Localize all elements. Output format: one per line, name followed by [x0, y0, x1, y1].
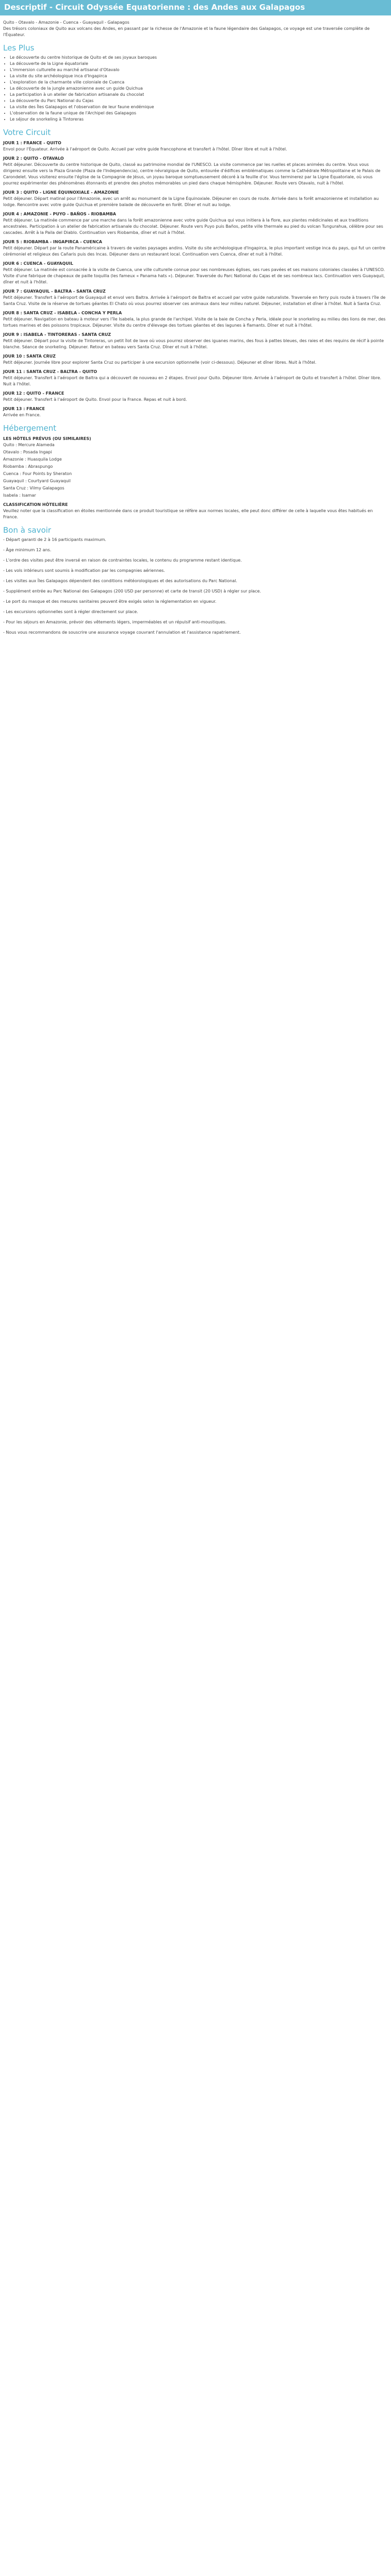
hotels-subheading: LES HÔTELS PRÉVUS (OU SIMILAIRES): [3, 436, 91, 441]
hotel-line: Santa Cruz : Vilmy Galapagos: [3, 486, 64, 490]
intro: [3, 20, 388, 38]
bon-a-savoir-heading: Bon à savoir: [3, 526, 52, 535]
classification-text: Veuillez noter que la classification en étoiles mentionnée dans ce produit touristique se réfère aux normes locales, elle peut donc différer de celle à laquelle vous êtes habitués en France.: [3, 509, 373, 519]
day-block: [3, 211, 388, 236]
note-item: - Les visites aux Îles Galapagos dépendent des conditions météorologiques et des autorisations du Parc National.: [3, 579, 237, 583]
day-text: Petit déjeuner. Transfert à l'aéroport de Quito. Envol pour la France. Repas et nuit à bord.: [3, 397, 187, 402]
plus-item: • La découverte de la Ligne équatoriale: [10, 61, 388, 67]
note-item: - Les vols intérieurs sont soumis à modification par les compagnies aériennes.: [3, 568, 165, 573]
day-text: Petit déjeuner. Navigation en bateau à moteur vers l'île Isabela, la plus grande de l'archipel. Visite de la baie de Concha y Perla, idéale pour le snorkeling au milieu des lions de mer, des tortues marines et des poissons tropicaux. Déjeuner. Visite du centre d'élevage des tortues géantes et des lagunes à flamants. Dîner et nuit à l'hôtel.: [3, 317, 386, 328]
day-text: Petit déjeuner. Découverte du centre historique de Quito, classé au patrimoine mondial de l'UNESCO. La visite commence par les ruelles et places animées du centre. Vous vous dirigerez ensuite vers la Plaza Grande (Plaza de l'Independencia), centre névralgique de Quito, entourée d'édifices emblématiques comme la Cathédrale Métropolitaine et le Palais de Carondelet. Vous visiterez ensuite l'église de la Compagnie de Jésus, un joyau baroque somptueusement décoré à la feuille d'or. Vous terminerez par la Ligne Équatoriale, où vous pourrez expérimenter des phénomènes étonnants et prendre des photos mémorables un pied dans chaque hémisphère. Déjeuner. Route vers Otavalo, nuit à l'hôtel.: [3, 162, 381, 185]
day-block: [3, 156, 388, 187]
hotel-line: Quito : Mercure Alameda: [3, 443, 55, 447]
day-title: JOUR 10 : SANTA CRUZ: [3, 354, 56, 359]
day-text: Petit déjeuner. La matinée est consacrée à la visite de Cuenca, une ville culturelle connue pour ses nombreuses églises, ses rues pavées et ses maisons coloniales classées à l'UNESCO. Visite d'une fabrique de chapeaux de paille toquilla (les fameux « Panama hats »). Déjeuner. Traversée du Parc National du Cajas et de ses nombreux lacs. Continuation vers Guayaquil, dîner et nuit à l'hôtel.: [3, 267, 385, 284]
day-title: JOUR 12 : QUITO - FRANCE: [3, 391, 64, 396]
day-title: JOUR 11 : SANTA CRUZ - BALTRA - QUITO: [3, 369, 97, 374]
plus-item: • La participation à un atelier de fabrication artisanale du chocolat: [10, 92, 388, 98]
day-block: [3, 190, 388, 208]
day-block: [3, 391, 388, 403]
plus-item: • La découverte du Parc National du Cajas: [10, 98, 388, 104]
day-text: Petit déjeuner. Journée libre pour explorer Santa Cruz ou participer à une excursion optionnelle (voir ci-dessous). Déjeuner et dîner libres. Nuit à l'hôtel.: [3, 360, 317, 365]
day-text: Petit déjeuner. Départ matinal pour l'Amazonie, avec un arrêt au monument de la Ligne Équinoxiale. Déjeuner en cours de route. Arrivée dans la forêt amazonienne et installation au lodge. Rencontre avec votre guide Quichua et première balade de découverte en forêt. Dîner et nuit au lodge.: [3, 196, 379, 207]
page: [0, 0, 391, 650]
day-text: Petit déjeuner. Départ pour la visite de Tintoreras, un petit îlot de lave où vous pourrez observer des iguanes marins, des fous à pattes bleues, des raies et des requins de récif à pointe blanche. Séance de snorkeling. Déjeuner. Retour en bateau vers Santa Cruz. Dîner et nuit à l'hôtel.: [3, 338, 384, 349]
day-block: [3, 261, 388, 285]
day-title: JOUR 9 : ISABELA - TINTORERAS - SANTA CRUZ: [3, 332, 111, 337]
note-item: - Âge minimum 12 ans.: [3, 548, 52, 552]
hotel-line: Isabela : Isamar: [3, 493, 36, 498]
note-item: - Nous vous recommandons de souscrire une assurance voyage couvrant l'annulation et l'assistance rapatriement.: [3, 630, 241, 635]
circuit-heading: Votre Circuit: [3, 128, 51, 137]
day-text: Petit déjeuner. Départ par la route Panaméricaine à travers de vastes paysages andins. Visite du site archéologique d'Ingapirca, le plus important vestige inca du pays, qui fut un centre cérémoniel et religieux des Cañaris puis des Incas. Déjeuner dans un restaurant local. Continuation vers Cuenca, dîner et nuit à l'hôtel.: [3, 246, 385, 257]
header-band: [0, 0, 391, 15]
content: [0, 15, 391, 636]
note-item: - Pour les séjours en Amazonie, prévoir des vêtements légers, imperméables et un répulsif anti-moustiques.: [3, 620, 226, 624]
day-block: [3, 406, 388, 418]
day-block: [3, 140, 388, 152]
plus-item: • La visite des Îles Galapagos et l'observation de leur faune endémique: [10, 104, 388, 110]
note-item: - Départ garanti de 2 à 16 participants maximum.: [3, 537, 106, 542]
day-title: JOUR 8 : SANTA CRUZ - ISABELA - CONCHA Y PERLA: [3, 311, 122, 315]
day-title: JOUR 3 : QUITO - LIGNE ÉQUINOXIALE - AMAZONIE: [3, 190, 119, 195]
day-block: [3, 310, 388, 329]
hotel-line: Cuenca : Four Points by Sheraton: [3, 471, 72, 476]
hotel-line: Otavalo : Posada Ingapi: [3, 450, 52, 454]
day-text: Envol pour l'Équateur. Arrivée à l'aéroport de Quito. Accueil par votre guide francophone et transfert à l'hôtel. Dîner libre et nuit à l'hôtel.: [3, 147, 287, 151]
day-title: JOUR 4 : AMAZONIE - PUYO - BAÑOS - RIOBAMBA: [3, 212, 116, 216]
plus-list: [3, 55, 388, 123]
day-title: JOUR 7 : GUAYAQUIL - BALTRA - SANTA CRUZ: [3, 289, 106, 294]
day-block: [3, 289, 388, 307]
day-text: Petit déjeuner. Transfert à l'aéroport de Baltra qui a découvert de nouveau en 2 étapes. Envol pour Quito. Déjeuner libre. Arrivée à l'aéroport de Quito et transfert à l'hôtel. Dîner libre. Nuit à l'hôtel.: [3, 376, 382, 386]
note-item: - Le port du masque et des mesures sanitaires peuvent être exigés selon la réglementation en vigueur.: [3, 599, 217, 604]
intro-summary: Des trésors coloniaux de Quito aux volcans des Andes, en passant par la richesse de l'Amazonie et la faune légendaire des Galapagos, ce voyage est une traversée complète de l'Équateur.: [3, 26, 370, 37]
plus-item: • Le séjour de snorkeling à Tintoreras: [10, 116, 388, 123]
hotel-line: Amazonie : Huasquila Lodge: [3, 457, 62, 462]
day-block: [3, 369, 388, 387]
day-text: Arrivée en France.: [3, 413, 41, 417]
hotel-line: Riobamba : Abraspungo: [3, 464, 53, 469]
day-block: [3, 239, 388, 258]
plus-item: • Le découverte du centre historique de Quito et de ses joyaux baroques: [10, 55, 388, 61]
hotels-block: [3, 436, 388, 520]
plus-item: • La découverte de la jungle amazonienne avec un guide Quichua: [10, 86, 388, 92]
day-title: JOUR 6 : CUENCA - GUAYAQUIL: [3, 261, 73, 266]
bon-a-savoir-list: [3, 537, 388, 636]
day-title: JOUR 5 : RIOBAMBA - INGAPIRCA - CUENCA: [3, 240, 102, 244]
classification-subheading: CLASSIFICATION HÔTELIÈRE: [3, 502, 68, 507]
day-block: [3, 353, 388, 366]
plus-item: • L'immersion culturelle au marché artisanal d'Otavalo: [10, 67, 388, 73]
day-title: JOUR 13 : FRANCE: [3, 406, 45, 411]
day-text: Petit déjeuner. La matinée commence par une marche dans la forêt amazonienne avec votre guide Quichua qui vous initiera à la flore, aux plantes médicinales et aux traditions ancestrales. Participation à un atelier de fabrication artisanale du chocolat. Déjeuner. Route vers Puyo puis Baños, petite ville thermale au pied du volcan Tungurahua, célèbre pour ses cascades. Arrêt à la Paila del Diablo. Continuation vers Riobamba, dîner et nuit à l'hôtel.: [3, 218, 383, 235]
note-item: - Les excursions optionnelles sont à régler directement sur place.: [3, 609, 138, 614]
intro-route: Quito - Otavalo - Amazonie - Cuenca - Guayaquil - Galapagos: [3, 20, 129, 25]
plus-item: • L'observation de la faune unique de l'Archipel des Galapagos: [10, 110, 388, 116]
hebergement-heading: Hébergement: [3, 423, 57, 433]
day-title: JOUR 2 : QUITO - OTAVALO: [3, 156, 64, 161]
note-item: - L'ordre des visites peut être inversé en raison de contraintes locales, le contenu du programme restant identique.: [3, 558, 242, 563]
day-title: JOUR 1 : FRANCE - QUITO: [3, 141, 61, 145]
hotel-line: Guayaquil : Courtyard Guayaquil: [3, 479, 71, 483]
plus-heading: Les Plus: [3, 43, 35, 53]
note-item: - Supplément entrée au Parc National des Galapagos (200 USD par personne) et carte de transit (20 USD) à régler sur place.: [3, 589, 261, 594]
plus-item: • L'exploration de la charmante ville coloniale de Cuenca: [10, 79, 388, 86]
plus-item: • La visite du site archéologique inca d'Ingapirca: [10, 73, 388, 79]
itinerary: [3, 140, 388, 418]
page-title: Descriptif - Circuit Odyssée Equatorienne : des Andes aux Galapagos: [4, 3, 305, 12]
day-block: [3, 332, 388, 350]
day-text: Petit déjeuner. Transfert à l'aéroport de Guayaquil et envol vers Baltra. Arrivée à l'aéroport de Baltra et accueil par votre guide naturaliste. Traversée en ferry puis route à travers l'île de Santa Cruz. Visite de la réserve de tortues géantes El Chato où vous pourrez observer ces animaux dans leur milieu naturel. Déjeuner, installation et dîner à l'hôtel. Nuit à Santa Cruz.: [3, 295, 386, 306]
